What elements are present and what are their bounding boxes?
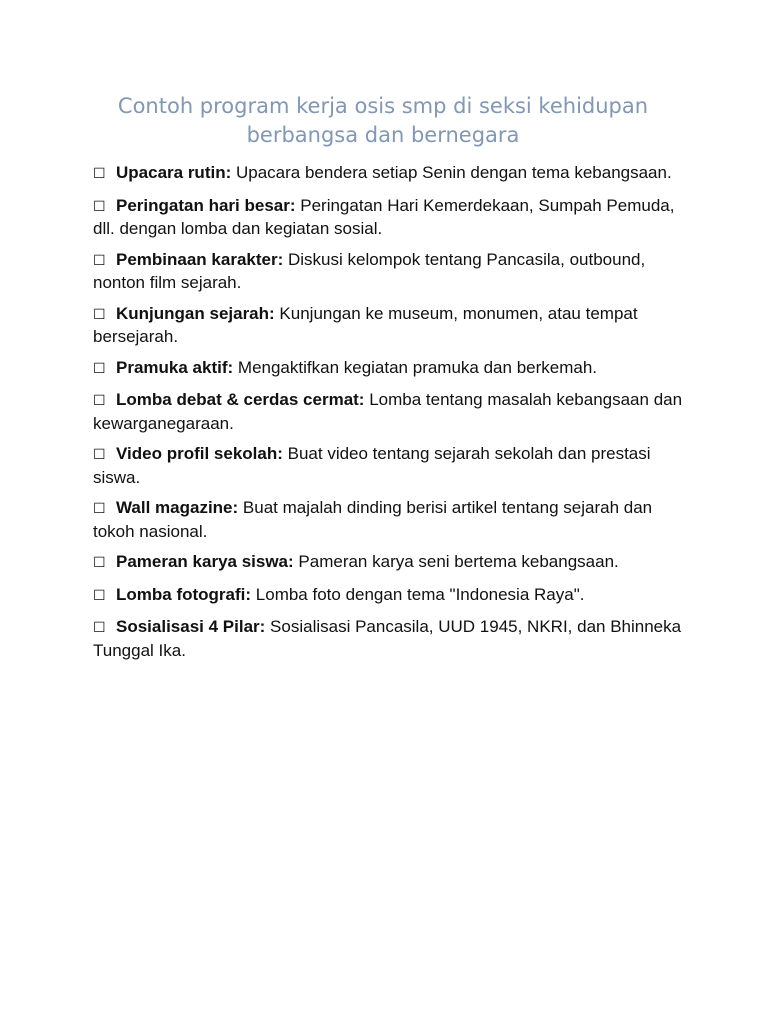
checkbox-icon: ☐: [93, 252, 106, 269]
page-title: Contoh program kerja osis smp di seksi kehidupan berbangsa dan bernegara: [117, 94, 649, 147]
item-label: Pameran karya siswa:: [116, 552, 294, 571]
checkbox-icon: ☐: [93, 620, 106, 636]
item-description: Peringatan Hari Kemerdekaan, Sumpah Pemuda, dll. dengan lomba dan kegiatan sosial.: [93, 195, 675, 238]
item-label: Pramuka aktif:: [116, 357, 234, 377]
item-description: Sosialisasi Pancasila, UUD 1945, NKRI, dan Bhinneka Tunggal Ika.: [93, 617, 682, 660]
list-item: [93, 303, 683, 348]
item-description: Mengaktifkan kegiatan pramuka dan berkemah.: [237, 357, 598, 377]
item-label: Peringatan hari besar:: [116, 195, 296, 215]
item-label: Video profil sekolah:: [116, 444, 283, 463]
checkbox-icon: ☐: [93, 447, 106, 463]
item-label: Wall magazine:: [116, 498, 239, 517]
checkbox-icon: ☐: [93, 166, 106, 182]
item-label: Pembinaan karakter:: [116, 249, 284, 269]
program-list: [93, 162, 683, 670]
item-label: Kunjungan sejarah:: [116, 303, 275, 323]
list-item: [93, 497, 683, 542]
item-description: Upacara bendera setiap Senin dengan tema kebangsaan.: [235, 163, 672, 182]
checkbox-icon: ☐: [93, 198, 106, 215]
checkbox-icon: ☐: [93, 587, 106, 604]
item-description: Kunjungan ke museum, monumen, atau tempat bersejarah.: [93, 303, 638, 346]
item-description: Lomba foto dengan tema "Indonesia Raya".: [255, 584, 585, 604]
list-item: [93, 443, 683, 488]
list-item: [93, 357, 683, 381]
list-item: [93, 162, 683, 186]
checkbox-icon: ☐: [93, 555, 106, 571]
item-description: Diskusi kelompok tentang Pancasila, outbound, nonton film sejarah.: [93, 249, 646, 292]
checkbox-icon: ☐: [93, 501, 106, 517]
list-item: [93, 389, 683, 434]
item-description: Buat majalah dinding berisi artikel tentang sejarah dan tokoh nasional.: [93, 498, 653, 541]
checkbox-icon: ☐: [93, 393, 106, 409]
list-item: [93, 584, 683, 608]
checkbox-icon: ☐: [93, 306, 106, 323]
item-label: Lomba debat & cerdas cermat:: [116, 390, 365, 409]
checkbox-icon: ☐: [93, 360, 106, 377]
item-label: Sosialisasi 4 Pilar:: [116, 617, 266, 636]
list-item: [93, 195, 683, 240]
item-label: Lomba fotografi:: [116, 584, 252, 604]
item-label: Upacara rutin:: [116, 163, 232, 182]
item-description: Lomba tentang masalah kebangsaan dan kewarganegaraan.: [93, 390, 683, 433]
list-item: [93, 616, 683, 661]
list-item: [93, 249, 683, 294]
list-item: [93, 551, 683, 575]
item-description: Buat video tentang sejarah sekolah dan prestasi siswa.: [93, 444, 651, 487]
item-description: Pameran karya seni bertema kebangsaan.: [298, 552, 619, 571]
